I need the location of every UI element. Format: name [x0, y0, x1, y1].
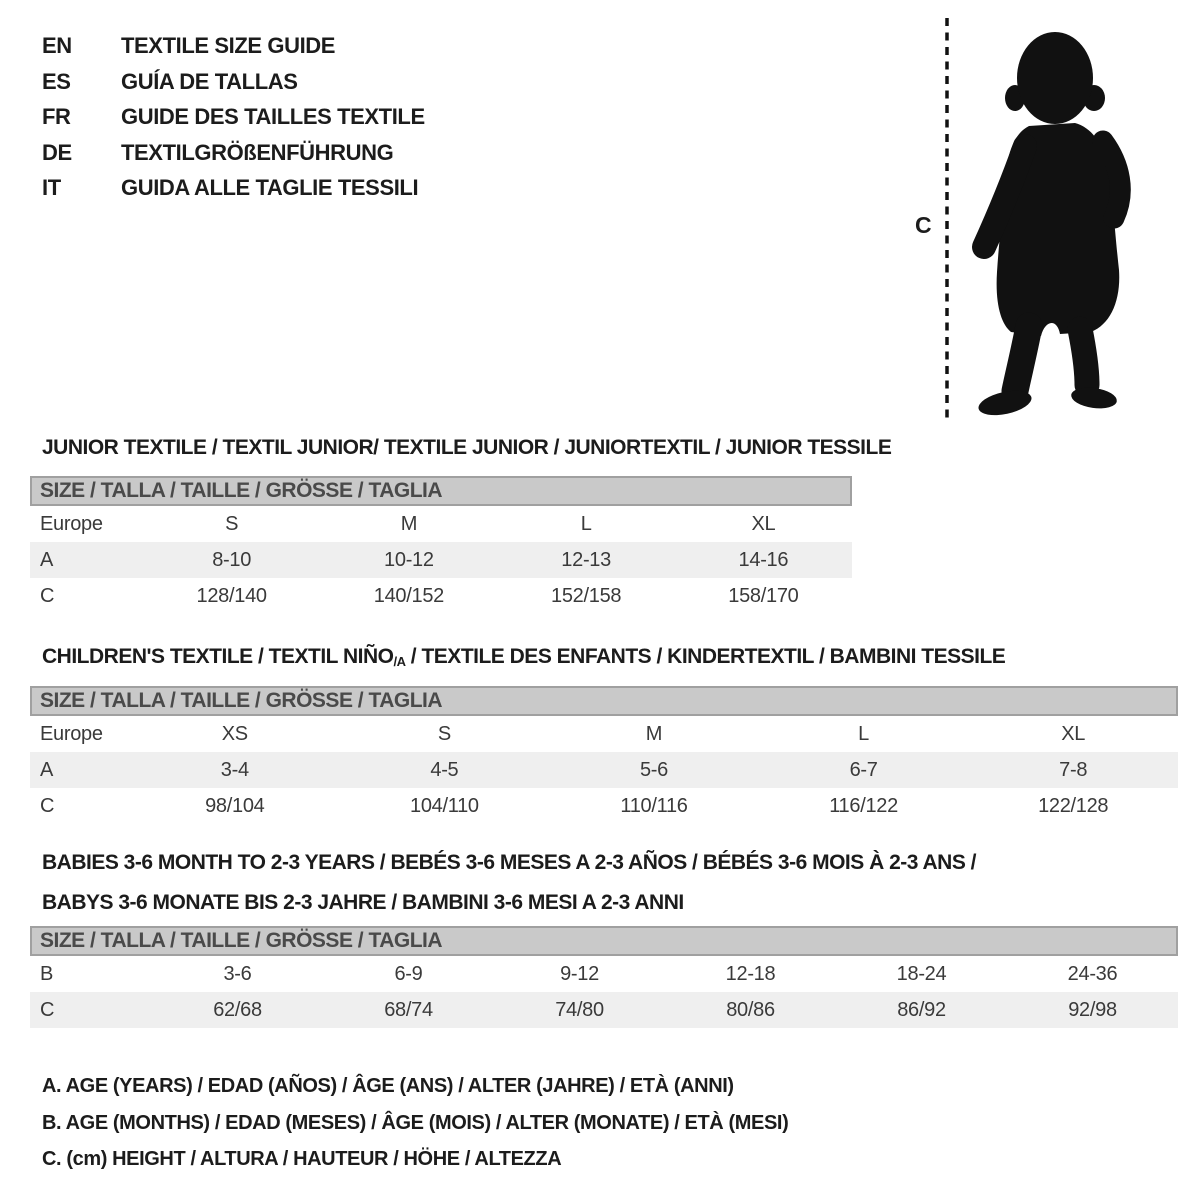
value-cell: 10-12	[384, 548, 434, 571]
section-title-babies	[42, 843, 976, 923]
size-cell: M	[645, 722, 663, 745]
language-title: GUÍA DE TALLAS	[121, 68, 298, 94]
value-cell: 14-16	[738, 548, 789, 571]
table-row	[30, 716, 1178, 752]
legend-line-a: A. AGE (YEARS) / EDAD (AÑOS) / ÂGE (ANS) / ALTER (JAHRE) / ETÀ (ANNI)	[42, 1075, 734, 1097]
size-cell: XL	[751, 512, 776, 535]
language-title: GUIDE DES TAILLES TEXTILE	[121, 104, 425, 129]
value-cell: 68/74	[384, 998, 433, 1021]
language-code: DE	[42, 139, 72, 165]
table-row	[30, 506, 852, 542]
row-label: C	[40, 794, 55, 817]
value-cell: 86/92	[897, 998, 946, 1021]
language-code: FR	[42, 104, 71, 129]
row-label: Europe	[40, 512, 103, 535]
size-cell: XS	[221, 722, 248, 745]
value-cell: 128/140	[196, 584, 267, 607]
value-cell: 6-9	[394, 962, 423, 985]
value-cell: 80/86	[726, 998, 775, 1021]
value-cell: 158/170	[728, 584, 799, 607]
section-title-babies-line2: BABYS 3-6 MONATE BIS 2-3 JAHRE / BAMBINI 3-6 MESI A 2-3 ANNI	[42, 891, 684, 914]
value-cell: 140/152	[373, 584, 444, 607]
section-title-babies-line1: BABIES 3-6 MONTH TO 2-3 YEARS / BEBÉS 3-6 MESES A 2-3 AÑOS / BÉBÉS 3-6 MOIS À 2-3 ANS /	[42, 851, 977, 874]
height-figure	[905, 12, 1190, 422]
value-cell: 6-7	[849, 758, 878, 781]
size-cell: S	[225, 512, 239, 535]
section-title-children-post: / TEXTILE DES ENFANTS / KINDERTEXTIL / BAMBINI TESSILE	[405, 645, 1006, 668]
table-row	[30, 788, 1178, 824]
value-cell: 3-4	[220, 758, 249, 781]
value-cell: 7-8	[1059, 758, 1088, 781]
language-title: GUIDA ALLE TAGLIE TESSILI	[121, 175, 419, 200]
height-measure-line	[943, 18, 951, 420]
size-cell: M	[400, 512, 418, 535]
table-row	[30, 752, 1178, 788]
value-cell: 104/110	[410, 794, 479, 817]
size-header-bar: SIZE / TALLA / TAILLE / GRÖSSE / TAGLIA	[30, 476, 852, 506]
height-measure-label: C	[915, 212, 932, 238]
value-cell: 62/68	[213, 998, 262, 1021]
table-row	[30, 992, 1178, 1028]
value-cell: 12-13	[561, 548, 611, 571]
value-cell: 92/98	[1068, 998, 1117, 1021]
value-cell: 122/128	[1038, 794, 1109, 817]
size-header-bar: SIZE / TALLA / TAILLE / GRÖSSE / TAGLIA	[30, 926, 1178, 956]
size-cell: L	[858, 722, 869, 745]
value-cell: 116/122	[829, 794, 898, 817]
language-code: EN	[42, 33, 72, 58]
value-cell: 12-18	[725, 962, 776, 985]
value-cell: 74/80	[555, 998, 604, 1021]
value-cell: 9-12	[560, 962, 599, 985]
value-cell: 18-24	[896, 962, 947, 985]
junior-size-table	[30, 476, 852, 614]
value-cell: 8-10	[212, 548, 252, 571]
row-label: C	[40, 584, 55, 607]
value-cell: 152/158	[551, 584, 622, 607]
toddler-silhouette-image	[963, 14, 1145, 420]
language-title: TEXTILGRÖßENFÜHRUNG	[121, 139, 394, 165]
row-label: C	[40, 998, 55, 1021]
value-cell: 24-36	[1067, 962, 1118, 985]
language-title: TEXTILE SIZE GUIDE	[121, 33, 336, 58]
row-label: B	[40, 962, 54, 985]
language-code: ES	[42, 68, 71, 94]
table-row	[30, 542, 852, 578]
language-code: IT	[42, 175, 61, 200]
table-row	[30, 578, 852, 614]
legend	[42, 1068, 788, 1178]
value-cell: 3-6	[223, 962, 252, 985]
size-cell: L	[580, 512, 592, 535]
section-title-junior: JUNIOR TEXTILE / TEXTIL JUNIOR/ TEXTILE JUNIOR / JUNIORTEXTIL / JUNIOR TESSILE	[42, 436, 892, 459]
legend-line-c: C. (cm) HEIGHT / ALTURA / HAUTEUR / HÖHE / ALTEZZA	[42, 1148, 562, 1170]
value-cell: 5-6	[639, 758, 668, 781]
section-title-children-pre: CHILDREN'S TEXTILE / TEXTIL NIÑO	[42, 645, 394, 668]
table-row	[30, 956, 1178, 992]
value-cell: 4-5	[430, 758, 459, 781]
row-label: A	[40, 758, 54, 781]
value-cell: 110/116	[620, 794, 688, 817]
value-cell: 98/104	[205, 794, 265, 817]
children-size-table	[30, 686, 1178, 824]
size-cell: S	[437, 722, 451, 745]
size-header-bar: SIZE / TALLA / TAILLE / GRÖSSE / TAGLIA	[30, 686, 1178, 716]
language-list	[42, 28, 425, 206]
babies-size-table	[30, 926, 1178, 1028]
section-title-children	[42, 645, 1005, 669]
size-cell: XL	[1061, 722, 1086, 745]
row-label: A	[40, 548, 54, 571]
row-label: Europe	[40, 722, 103, 745]
section-title-children-sub: /A	[393, 654, 406, 669]
legend-line-b: B. AGE (MONTHS) / EDAD (MESES) / ÂGE (MOIS) / ALTER (MONATE) / ETÀ (MESI)	[42, 1111, 789, 1134]
